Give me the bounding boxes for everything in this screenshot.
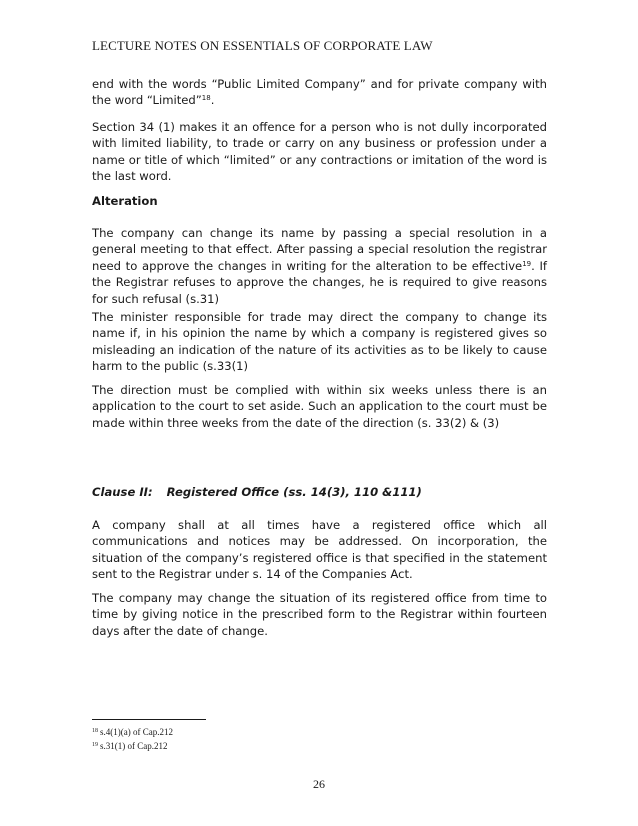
paragraph-change-office: The company may change the situation of its registered office from time to time by giving notice in the prescribed form to the Registrar within fourteen days after the date of change. (92, 591, 547, 638)
footnote-divider (92, 719, 206, 720)
clause-title: Registered Office (ss. 14(3), 110 &111) (166, 485, 422, 499)
paragraph-text: end with the words “Public Limited Company” and for private company with the word “Limited” (92, 77, 547, 108)
footnote-number: 18 (92, 728, 98, 734)
paragraph-direction-compliance: The direction must be complied with within six weeks unless there is an application to the court to set aside. Such an application to the court must be made within three weeks from the date of the direction (s. 33(2) & (3) (92, 383, 547, 430)
footnote-19 (92, 740, 168, 752)
running-header: LECTURE NOTES ON ESSENTIALS OF CORPORATE LAW (92, 38, 433, 53)
clause-label: Clause II: (92, 485, 153, 499)
alteration-heading: Alteration (92, 194, 158, 208)
footnote-18 (92, 726, 173, 738)
paragraph-special-resolution (92, 225, 547, 307)
footnote-reference[interactable]: 18 (201, 94, 211, 103)
paragraph-registered-office: A company shall at all times have a registered office which all communications and notices may be addressed. On incorporation, the situation of the company’s registered office is that specified in the statement sent to the Registrar under s. 14 of the Companies Act. (92, 518, 547, 582)
footnote-number: 19 (92, 742, 98, 748)
footnote-text: s.31(1) of Cap.212 (100, 741, 168, 751)
paragraph-text-end: . If the Registrar refuses to approve the changes, he is required to give reasons for such refusal (s.31) (92, 258, 548, 306)
page-number: 26 (313, 777, 325, 791)
paragraph-text: The company can change its name by passing a special resolution in a general meeting to that effect. After passing a special resolution the registrar need to approve the changes in writing for the alteration to be effective (92, 226, 547, 273)
clause-ii-heading (92, 485, 422, 499)
paragraph-minister-direction: The minister responsible for trade may direct the company to change its name if, in his opinion the name by which a company is registered gives so misleading an indication of the nature of its activities as to be likely to cause harm to the public (s.33(1) (92, 310, 547, 374)
footnote-reference[interactable]: 19 (522, 259, 532, 268)
paragraph-section-34: Section 34 (1) makes it an offence for a person who is not dully incorporated with limited liability, to trade or carry on any business or profession under a name or title of which “limited” or any contractions or imitation of the word is the last word. (92, 120, 547, 184)
footnote-text: s.4(1)(a) of Cap.212 (100, 727, 173, 737)
paragraph-text-end: . (210, 93, 215, 108)
paragraph-name-ending (92, 76, 547, 109)
